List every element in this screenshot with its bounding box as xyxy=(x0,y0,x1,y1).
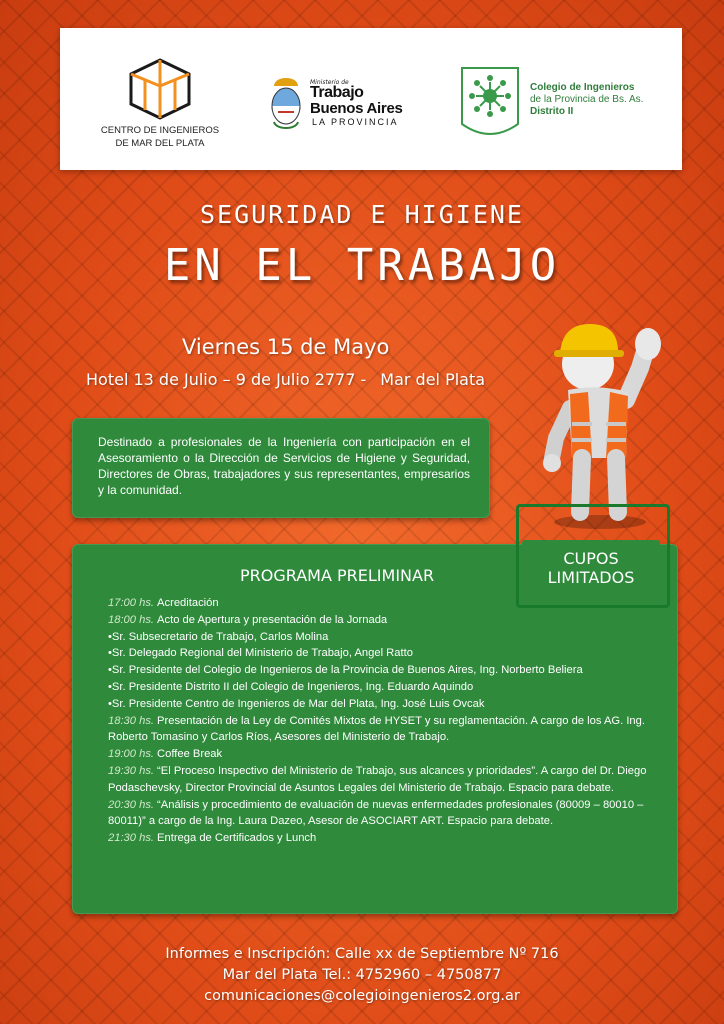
program-item-time: 18:30 hs. xyxy=(108,714,155,727)
cupos-line2: LIMITADOS xyxy=(547,568,635,587)
program-item-time: 17:00 hs. xyxy=(108,597,155,609)
program-item-time: 19:00 hs. xyxy=(108,748,155,761)
footer-address: Informes e Inscripción: Calle xx de Septiembre Nº 716 xyxy=(165,946,559,962)
program-item xyxy=(108,629,648,646)
colegio-text xyxy=(530,82,643,118)
trabajo-line3: LA PROVINCIA xyxy=(312,117,399,127)
program-item xyxy=(108,830,648,847)
program-item-time: 20:30 hs. xyxy=(108,798,155,811)
cim-name xyxy=(80,124,240,150)
cim-logo xyxy=(80,56,240,150)
cupos-line1: CUPOS xyxy=(563,549,619,568)
contact-footer xyxy=(0,944,724,1007)
program-item xyxy=(108,763,648,797)
program-item-text: •Sr. Delegado Regional del Ministerio de Trabajo, Angel Ratto xyxy=(108,647,413,660)
program-item-text: Coffee Break xyxy=(157,748,223,761)
audience-box xyxy=(72,418,490,518)
venue-address: Hotel 13 de Julio – 9 de Julio 2777 - xyxy=(86,370,367,389)
program-item-text: Entrega de Certificados y Lunch xyxy=(157,832,317,845)
logo-header xyxy=(60,28,682,170)
program-item-text: •Sr. Subsecretario de Trabajo, Carlos Molina xyxy=(108,630,329,643)
escudo-icon xyxy=(268,76,304,132)
cube-logo-icon xyxy=(125,56,195,122)
cupos-badge xyxy=(522,540,660,596)
program-item xyxy=(108,713,648,747)
trabajo-line1: Trabajo xyxy=(310,84,364,101)
title-line1: SEGURIDAD E HIGIENE xyxy=(200,200,524,229)
program-item xyxy=(108,679,648,696)
program-item-text: •Sr. Presidente Centro de Ingenieros de Mar del Plata, Ing. José Luis Ovcak xyxy=(108,697,485,710)
program-item xyxy=(108,645,648,662)
program-item xyxy=(108,662,648,679)
program-item-text: “Análisis y procedimiento de evaluación de nuevas enfermedades profesionales (80009 – 80010 – 80011)” a cargo de la Ing. Laura Dazeo, Asesor de ASOCIART ART. Espacio para debate. xyxy=(108,798,644,828)
ministerio-trabajo-logo xyxy=(268,76,428,136)
program-list xyxy=(108,595,648,847)
event-venue xyxy=(86,370,485,389)
program-item-time: 21:30 hs. xyxy=(108,832,155,845)
title-line2: EN EL TRABAJO xyxy=(163,240,561,291)
colegio-line3: Distrito II xyxy=(530,106,574,117)
footer-phone: Mar del Plata Tel.: 4752960 – 4750877 xyxy=(222,967,502,983)
colegio-line2: de la Provincia de Bs. As. xyxy=(530,94,644,105)
audience-text: Destinado a profesionales de la Ingeniería con participación en el Asesoramiento o la Dirección de Servicios de Higiene y Seguridad, Directores de Obras, trabajadores y sus representantes, empresarios y la comunidad. xyxy=(98,435,470,497)
program-item xyxy=(108,612,648,629)
program-item xyxy=(108,696,648,713)
program-item-text: •Sr. Presidente Distrito II del Colegio de Ingenieros, Ing. Eduardo Aquindo xyxy=(108,680,474,693)
program-item-time: 18:00 hs. xyxy=(108,613,155,626)
program-item-text: Presentación de la Ley de Comités Mixtos de HYSET y su reglamentación. A cargo de los AG. Ing. Roberto Tomasino y Carlos Ríos, Asesores del Ministerio de Trabajo. xyxy=(108,714,645,744)
worker-figure-icon xyxy=(530,308,670,530)
colegio-emblem-icon xyxy=(458,64,522,144)
program-item xyxy=(108,797,648,831)
program-title: PROGRAMA PRELIMINAR xyxy=(240,566,435,585)
event-date: Viernes 15 de Mayo xyxy=(182,335,390,359)
program-item-text: Acto de Apertura y presentación de la Jornada xyxy=(157,613,388,626)
trabajo-small-label: Ministerio de xyxy=(310,79,349,86)
venue-city: Mar del Plata xyxy=(380,370,486,389)
footer-email[interactable]: comunicaciones@colegioingenieros2.org.ar xyxy=(204,988,520,1004)
cim-name-line1: CENTRO DE INGENIEROS xyxy=(100,125,220,136)
program-item-text: •Sr. Presidente del Colegio de Ingenieros de la Provincia de Buenos Aires, Ing. Norberto Beliera xyxy=(108,664,583,677)
program-item-text: “El Proceso Inspectivo del Ministerio de Trabajo, sus alcances y prioridades”. A cargo del Dr. Diego Podaschevsky, Director Provincial de Asuntos Legales del Ministerio de Trabajo. Espacio para debate. xyxy=(108,764,647,794)
program-item xyxy=(108,746,648,763)
trabajo-line2: Buenos Aires xyxy=(310,100,403,117)
cim-name-line2: DE MAR DEL PLATA xyxy=(115,138,205,149)
colegio-line1: Colegio de Ingenieros xyxy=(530,82,635,93)
colegio-ingenieros-logo xyxy=(458,64,678,144)
program-item-text: Acreditación xyxy=(157,597,219,609)
program-item-time: 19:30 hs. xyxy=(108,764,155,777)
